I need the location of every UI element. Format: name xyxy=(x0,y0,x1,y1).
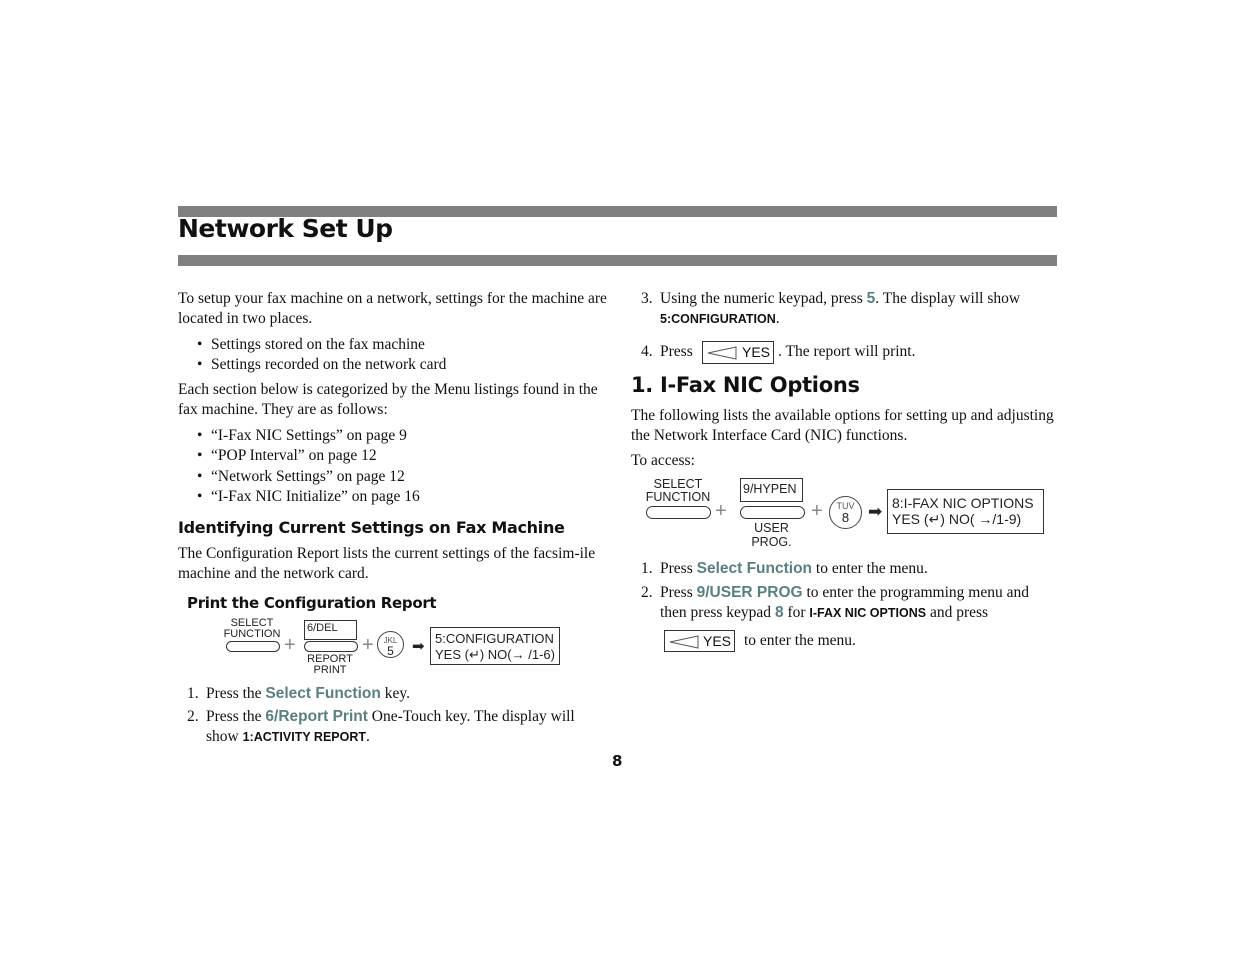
plus-icon: + xyxy=(715,500,727,522)
key-name: Select Function xyxy=(265,685,381,702)
section-text: The Configuration Report lists the current settings of the facsim-ile machine and the network card. xyxy=(178,545,596,582)
intro-text: To setup your fax machine on a network, settings for the machine are located in two places. xyxy=(178,290,607,327)
right-body xyxy=(631,406,1057,471)
yes-button[interactable]: YES xyxy=(702,341,774,364)
select-function-label: SELECT FUNCTION xyxy=(223,617,281,640)
display-line2: YES (↵) NO( →/1-9) xyxy=(892,511,1022,527)
lcd-display xyxy=(430,627,560,665)
list-item: • “Network Settings” on page 12 xyxy=(178,467,608,487)
arrow-right-icon: ➡ xyxy=(412,638,425,655)
list-item: • “I-Fax NIC Settings” on page 9 xyxy=(178,426,608,446)
steps-list-continued xyxy=(632,289,1057,329)
display-code: 1:ACTIVITY REPORT xyxy=(242,730,367,744)
left-steps xyxy=(178,684,608,747)
display-line1: 8:I-FAX NIC OPTIONS xyxy=(892,495,1034,511)
places-list xyxy=(178,335,608,375)
step-item: 1. Press the Select Function key. xyxy=(187,685,410,702)
title-bar-bottom xyxy=(178,255,1057,266)
user-prog-key xyxy=(740,506,805,519)
select-function-key xyxy=(226,641,280,652)
right-column xyxy=(632,289,1057,329)
key-name: 9/USER PROG xyxy=(696,584,803,601)
steps-list xyxy=(178,684,608,747)
display-code: 5:CONFIGURATION xyxy=(660,312,776,326)
select-function-key xyxy=(646,506,711,519)
arrow-right-icon: ➡ xyxy=(868,502,883,521)
description-text: The following lists the available options for setting up and adjusting the Network Interface Card (NIC) functions. xyxy=(631,407,1054,444)
key-name: 5 xyxy=(866,290,876,307)
user-prog-label: USER PROG. xyxy=(751,521,792,549)
keypad-5-icon: JKL 5 xyxy=(377,631,404,658)
right-steps xyxy=(632,559,1057,623)
plus-icon: + xyxy=(362,634,374,656)
report-print-label: REPORT PRINT xyxy=(307,653,353,676)
key-name: Select Function xyxy=(696,560,813,577)
lcd-display xyxy=(887,489,1044,534)
enter-menu-text: to enter the menu. xyxy=(744,632,856,649)
display-line1: 5:CONFIGURATION xyxy=(435,631,554,646)
list-item: • “I-Fax NIC Initialize” on page 16 xyxy=(178,487,608,507)
menu-intro-text: Each section below is categorized by the Menu listings found in the fax machine. They are as follows: xyxy=(178,381,598,418)
triangle-left-icon xyxy=(669,635,699,649)
plus-icon: + xyxy=(811,500,823,522)
display-code: I-FAX NIC OPTIONS xyxy=(809,606,927,620)
menus-list xyxy=(178,426,608,507)
section-heading: 1. I-Fax NIC Options xyxy=(631,373,860,397)
step-item: 2. Press 9/USER PROG to enter the programming menu and then press keypad 8 for I-FAX NIC OPTIONS and press xyxy=(641,584,1029,621)
one-touch-key-label: 9/HYPEN xyxy=(740,478,803,502)
select-function-label: SELECT FUNCTION xyxy=(645,477,711,504)
report-print-key xyxy=(304,641,358,652)
triangle-left-icon xyxy=(707,346,737,360)
left-column xyxy=(178,289,608,613)
page-number: 8 xyxy=(612,752,623,770)
nic-options-key-diagram xyxy=(640,476,1050,551)
step-item: 2. Press the 6/Report Print One-Touch key. The display will show 1:ACTIVITY REPORT. xyxy=(187,708,575,745)
step-item: 1. Press Select Function to enter the menu. xyxy=(641,560,928,577)
access-steps-list xyxy=(632,559,1057,623)
key-name: 6/Report Print xyxy=(265,708,368,725)
one-touch-key-label: 6/DEL xyxy=(304,620,357,640)
display-line2: YES (↵) NO(→ /1-6) xyxy=(435,646,555,662)
plus-icon: + xyxy=(284,634,296,656)
page-title: Network Set Up xyxy=(178,214,393,243)
list-item: • Settings stored on the fax machine xyxy=(178,335,608,355)
keypad-8-icon: TUV 8 xyxy=(829,496,862,529)
list-item: • Settings recorded on the network card xyxy=(178,355,608,375)
access-text: To access: xyxy=(631,452,695,469)
yes-button[interactable]: YES xyxy=(664,630,735,652)
step-item: 3. Using the numeric keypad, press 5. The display will show 5:CONFIGURATION. xyxy=(641,290,1021,327)
sub-heading: Print the Configuration Report xyxy=(187,594,437,612)
config-key-diagram xyxy=(220,616,565,678)
section-heading: Identifying Current Settings on Fax Machine xyxy=(178,518,565,537)
key-name: 8 xyxy=(774,604,784,621)
list-item: • “POP Interval” on page 12 xyxy=(178,446,608,466)
